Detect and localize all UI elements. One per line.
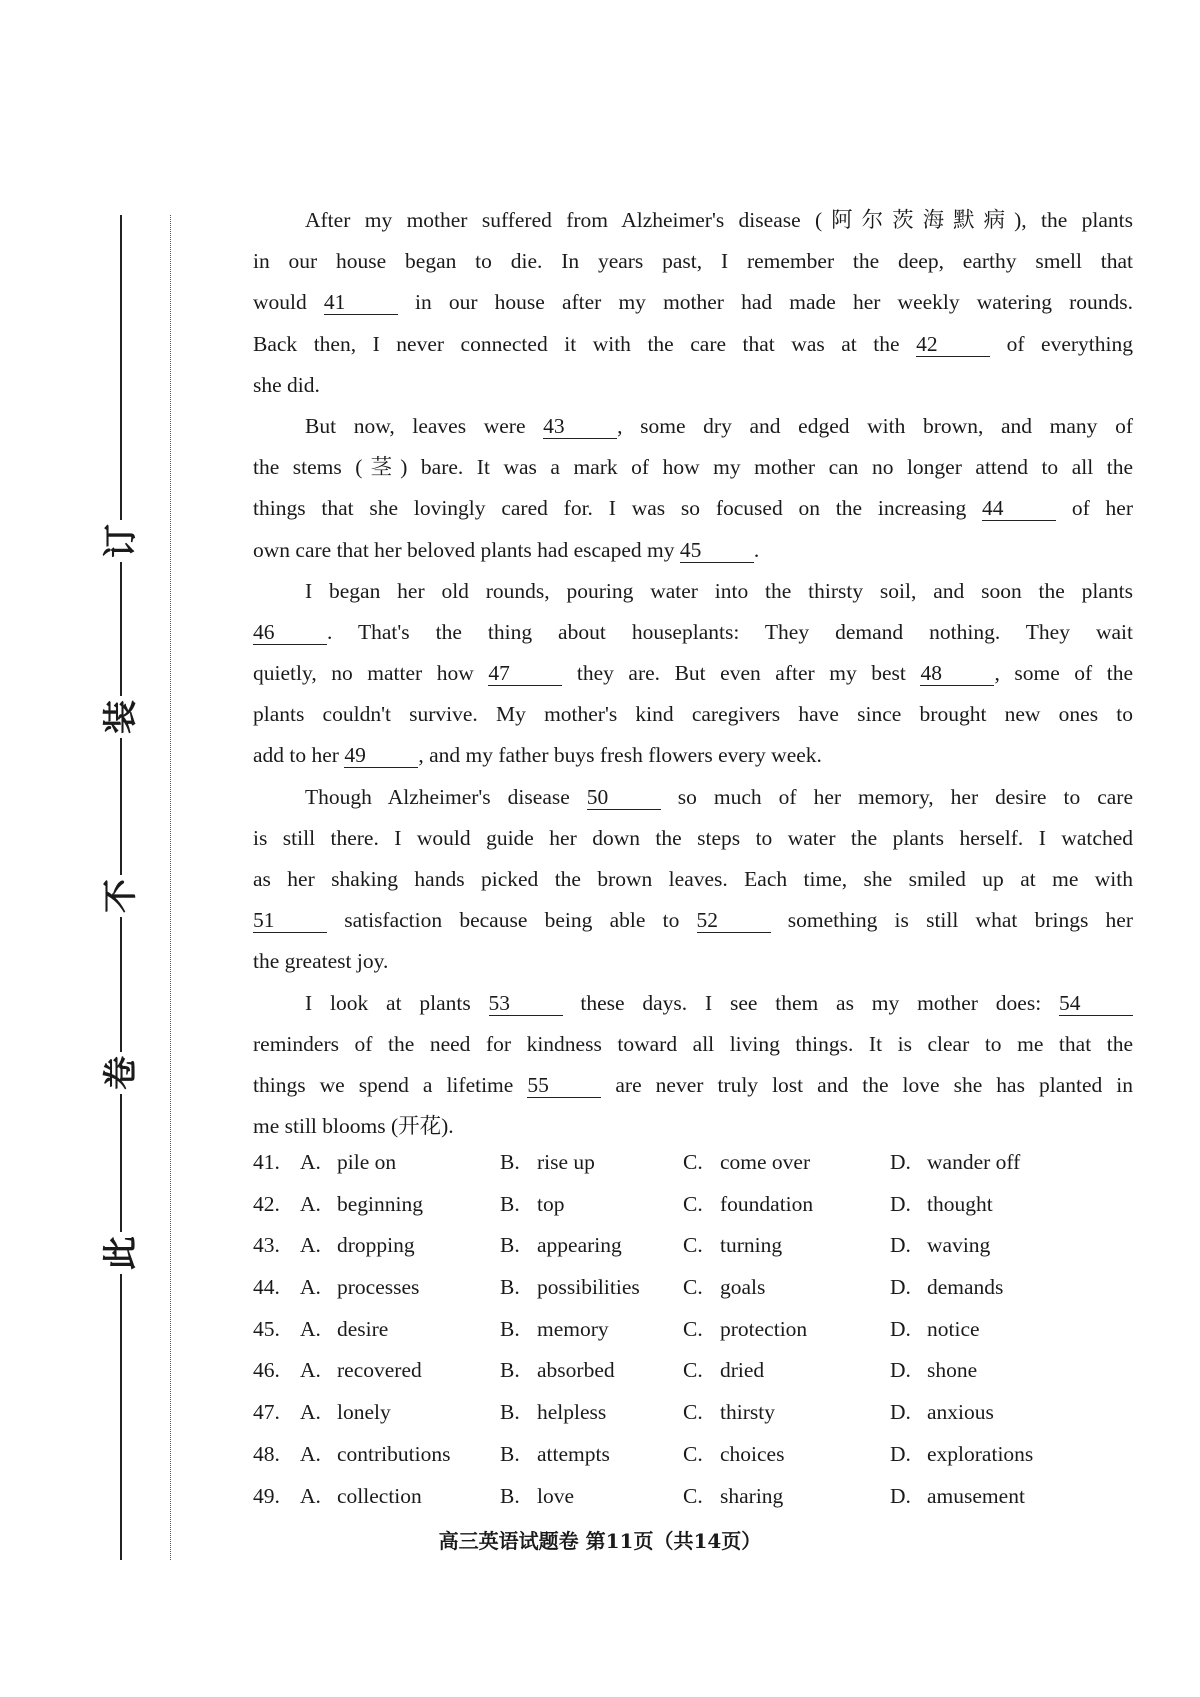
passage-line (253, 571, 1133, 612)
option-text: shone (927, 1358, 978, 1383)
option (683, 1267, 765, 1309)
answer-blank: 55 (527, 1073, 601, 1098)
option-text: dropping (337, 1233, 415, 1258)
option-text: waving (927, 1233, 991, 1258)
passage-text: of her (1056, 496, 1133, 521)
option-text: top (537, 1191, 565, 1216)
passage-text: quietly, no matter how (253, 661, 489, 686)
option-text: demands (927, 1275, 1004, 1300)
option-letter: D. (890, 1191, 911, 1216)
option-text: processes (337, 1275, 420, 1300)
passage-line (253, 941, 1133, 982)
passage-text: she did. (253, 372, 320, 397)
passage-text: as her shaking hands picked the brown leaves. Each time, she smiled up at me with (253, 867, 1133, 891)
option-letter: C. (683, 1275, 703, 1300)
option (500, 1434, 610, 1476)
answer-blank: 53 (489, 991, 563, 1016)
passage-text: After my mother suffered from Alzheimer's disease (阿尔茨海默病), the plants (305, 208, 1133, 232)
passage-text: these days. I see them as my mother does: (562, 990, 1059, 1015)
option (683, 1392, 775, 1434)
passage-text: , some of the (994, 661, 1133, 686)
option-letter: B. (500, 1441, 520, 1466)
option-letter: A. (300, 1191, 321, 1216)
passage-text: I began her old rounds, pouring water into the thirsty soil, and soon the plants (305, 578, 1133, 603)
option-text: absorbed (537, 1358, 615, 1383)
passage-text: Though Alzheimer's disease (305, 784, 587, 809)
option-letter: C. (683, 1233, 703, 1258)
option-text: notice (927, 1316, 980, 1341)
option-text: thought (927, 1191, 993, 1216)
option-letter: B. (500, 1275, 520, 1300)
option-text: protection (720, 1316, 808, 1341)
passage-text: But now, leaves were (305, 413, 544, 438)
option-text: sharing (720, 1483, 784, 1508)
passage-line (253, 983, 1133, 1024)
passage-line (253, 1065, 1133, 1106)
passage-text: . That's the thing about houseplants: They demand nothing. They wait (327, 619, 1133, 644)
passage-text: , and my father buys fresh flowers every week. (418, 743, 822, 768)
passage-line (253, 859, 1133, 900)
option-text: helpless (537, 1400, 607, 1425)
question-row (253, 1142, 1153, 1184)
option-letter: A. (300, 1316, 321, 1341)
question-row (253, 1350, 1153, 1392)
option-text: appearing (537, 1233, 622, 1258)
answer-blank: 51 (253, 908, 327, 933)
passage-text: is still there. I would guide her down the steps to water the plants herself. I watched (253, 825, 1133, 850)
passage-text: satisfaction because being able to (327, 908, 697, 933)
answer-blank: 46 (253, 620, 327, 645)
option (300, 1476, 422, 1518)
option-letter: C. (683, 1191, 703, 1216)
option-text: attempts (537, 1441, 610, 1466)
question-row (253, 1392, 1153, 1434)
option (300, 1350, 422, 1392)
option (890, 1225, 990, 1267)
option (500, 1350, 615, 1392)
answer-blank: 47 (488, 661, 562, 686)
option-text: amusement (927, 1483, 1025, 1508)
option-letter: D. (890, 1400, 911, 1425)
binding-char: 此 (100, 1232, 142, 1274)
option (890, 1350, 977, 1392)
option-letter: B. (500, 1483, 520, 1508)
option (683, 1142, 810, 1184)
passage-text: in our house after my mother had made her weekly watering rounds. (397, 290, 1134, 315)
option (683, 1184, 813, 1226)
passage-text: own care that her beloved plants had escaped my (253, 537, 680, 562)
option-letter: A. (300, 1275, 321, 1300)
option-text: possibilities (537, 1275, 640, 1300)
option-text: dried (720, 1358, 765, 1383)
option (500, 1392, 606, 1434)
passage-text: , some dry and edged with brown, and many of (617, 413, 1133, 438)
option (500, 1225, 622, 1267)
answer-blank: 50 (587, 785, 661, 810)
question-number: 48. (253, 1441, 280, 1466)
option-letter: A. (300, 1441, 321, 1466)
passage-text: they are. But even after my best (562, 661, 921, 686)
passage-line (253, 241, 1133, 282)
passage-text: in our house began to die. In years past, I remember the deep, earthy smell that (253, 249, 1133, 274)
passage-line (253, 447, 1133, 488)
passage-line (253, 406, 1133, 447)
passage-text: me still blooms (开花). (253, 1114, 454, 1139)
question-number: 45. (253, 1316, 280, 1341)
question-number: 46. (253, 1358, 280, 1383)
passage-line (253, 530, 1133, 571)
option (890, 1434, 1033, 1476)
passage-line (253, 282, 1133, 323)
passage-text: plants couldn't survive. My mother's kind caregivers have since brought new ones to (253, 702, 1133, 727)
passage-text: . (753, 537, 760, 562)
option-letter: A. (300, 1483, 321, 1508)
passage-text: things that she lovingly cared for. I was so focused on the increasing (253, 496, 983, 521)
question-row (253, 1476, 1153, 1518)
passage-text: something is still what brings her (770, 908, 1133, 933)
option (683, 1225, 782, 1267)
passage-text: the greatest joy. (253, 949, 389, 974)
option-text: lonely (337, 1400, 391, 1425)
passage-text: I look at plants (305, 990, 489, 1015)
question-number: 49. (253, 1483, 280, 1508)
passage-text: Back then, I never connected it with the care that was at the (253, 331, 917, 356)
passage-line (253, 1024, 1133, 1065)
option-text: foundation (720, 1191, 814, 1216)
passage-text: are never truly lost and the love she has planted in (601, 1072, 1134, 1097)
option (300, 1142, 396, 1184)
option-text: turning (720, 1233, 783, 1258)
answer-blank: 54 (1059, 991, 1133, 1016)
question-number: 47. (253, 1400, 280, 1425)
passage-text: the stems (茎) bare. It was a mark of how my mother can no longer attend to all the (253, 455, 1133, 480)
option (890, 1184, 993, 1226)
option (683, 1350, 764, 1392)
option-letter: D. (890, 1316, 911, 1341)
option-text: desire (337, 1316, 389, 1341)
option-text: pile on (337, 1150, 397, 1174)
option-letter: A. (300, 1358, 321, 1383)
option (500, 1267, 640, 1309)
question-row (253, 1267, 1153, 1309)
option-text: rise up (537, 1150, 595, 1174)
passage-text: of everything (990, 331, 1133, 356)
option-text: come over (720, 1150, 811, 1174)
option-letter: B. (500, 1358, 520, 1383)
passage-line (253, 653, 1133, 694)
passage-line (253, 612, 1133, 653)
binding-char: 卷 (100, 1052, 142, 1094)
option-letter: D. (890, 1441, 911, 1466)
passage-text: reminders of the need for kindness toward all living things. It is clear to me that the (253, 1031, 1133, 1056)
option-letter: B. (500, 1316, 520, 1341)
option-letter: D. (890, 1150, 911, 1174)
question-options (253, 1142, 1153, 1517)
question-number: 43. (253, 1233, 280, 1258)
option-letter: D. (890, 1483, 911, 1508)
option-letter: D. (890, 1233, 911, 1258)
question-number: 42. (253, 1191, 280, 1216)
passage-line (253, 900, 1133, 941)
option-letter: B. (500, 1150, 520, 1174)
option-letter: B. (500, 1400, 520, 1425)
passage-text: things we spend a lifetime (253, 1072, 528, 1097)
option (300, 1267, 419, 1309)
option (683, 1476, 783, 1518)
question-number: 44. (253, 1275, 280, 1300)
passage-line (253, 488, 1133, 529)
option (683, 1434, 784, 1476)
option (890, 1476, 1025, 1518)
binding-char: 装 (100, 696, 142, 738)
page-footer: 高三英语试题卷 第11页（共14页） (438, 1529, 762, 1553)
option (300, 1434, 450, 1476)
passage-line (253, 324, 1133, 365)
option-letter: C. (683, 1483, 703, 1508)
option (890, 1392, 994, 1434)
answer-blank: 48 (920, 661, 994, 686)
answer-blank: 44 (982, 496, 1056, 521)
option (500, 1476, 574, 1518)
option (500, 1184, 564, 1226)
option-text: contributions (337, 1441, 451, 1466)
answer-blank: 42 (916, 332, 990, 357)
option (300, 1225, 415, 1267)
option-text: thirsty (720, 1400, 775, 1425)
option-letter: C. (683, 1441, 703, 1466)
question-row (253, 1309, 1153, 1351)
passage-text: add to her (253, 743, 345, 768)
option-text: love (537, 1483, 575, 1508)
answer-blank: 41 (324, 290, 398, 315)
option-letter: C. (683, 1150, 703, 1174)
answer-blank: 45 (680, 538, 754, 563)
option-text: wander off (927, 1150, 1021, 1174)
option-letter: C. (683, 1316, 703, 1341)
option (890, 1267, 1003, 1309)
option (300, 1184, 423, 1226)
passage-text: so much of her memory, her desire to care (660, 784, 1133, 809)
option-letter: A. (300, 1233, 321, 1258)
option-text: collection (337, 1483, 422, 1508)
question-row (253, 1184, 1153, 1226)
option-text: goals (720, 1275, 766, 1300)
passage-line (253, 735, 1133, 776)
option (890, 1142, 1020, 1184)
passage-line (253, 694, 1133, 735)
option-text: explorations (927, 1441, 1034, 1466)
option-text: choices (720, 1441, 785, 1466)
passage-line (253, 365, 1133, 406)
option (890, 1309, 980, 1351)
passage-line (253, 777, 1133, 818)
option-letter: D. (890, 1275, 911, 1300)
question-row (253, 1434, 1153, 1476)
passage-line (253, 818, 1133, 859)
answer-blank: 49 (344, 743, 418, 768)
option-letter: B. (500, 1191, 520, 1216)
option (300, 1392, 391, 1434)
binding-char: 不 (100, 875, 142, 917)
option-text: memory (537, 1316, 609, 1341)
answer-blank: 52 (697, 908, 771, 933)
binding-char: 订 (100, 520, 142, 562)
question-row (253, 1225, 1153, 1267)
option-text: anxious (927, 1400, 994, 1425)
option-letter: A. (300, 1400, 321, 1425)
option-letter: D. (890, 1358, 911, 1383)
passage-text: would (253, 290, 324, 315)
option-letter: C. (683, 1400, 703, 1425)
option-text: beginning (337, 1191, 423, 1216)
answer-blank: 43 (543, 414, 617, 439)
option (300, 1309, 388, 1351)
option (683, 1309, 807, 1351)
option-letter: A. (300, 1150, 321, 1174)
option-letter: C. (683, 1358, 703, 1383)
option-text: recovered (337, 1358, 422, 1383)
option (500, 1309, 609, 1351)
cloze-passage (253, 200, 1133, 1147)
option-letter: B. (500, 1233, 520, 1258)
question-number: 41. (253, 1150, 280, 1174)
option (500, 1142, 595, 1184)
dotted-cut-line (170, 215, 171, 1560)
passage-line (253, 200, 1133, 241)
